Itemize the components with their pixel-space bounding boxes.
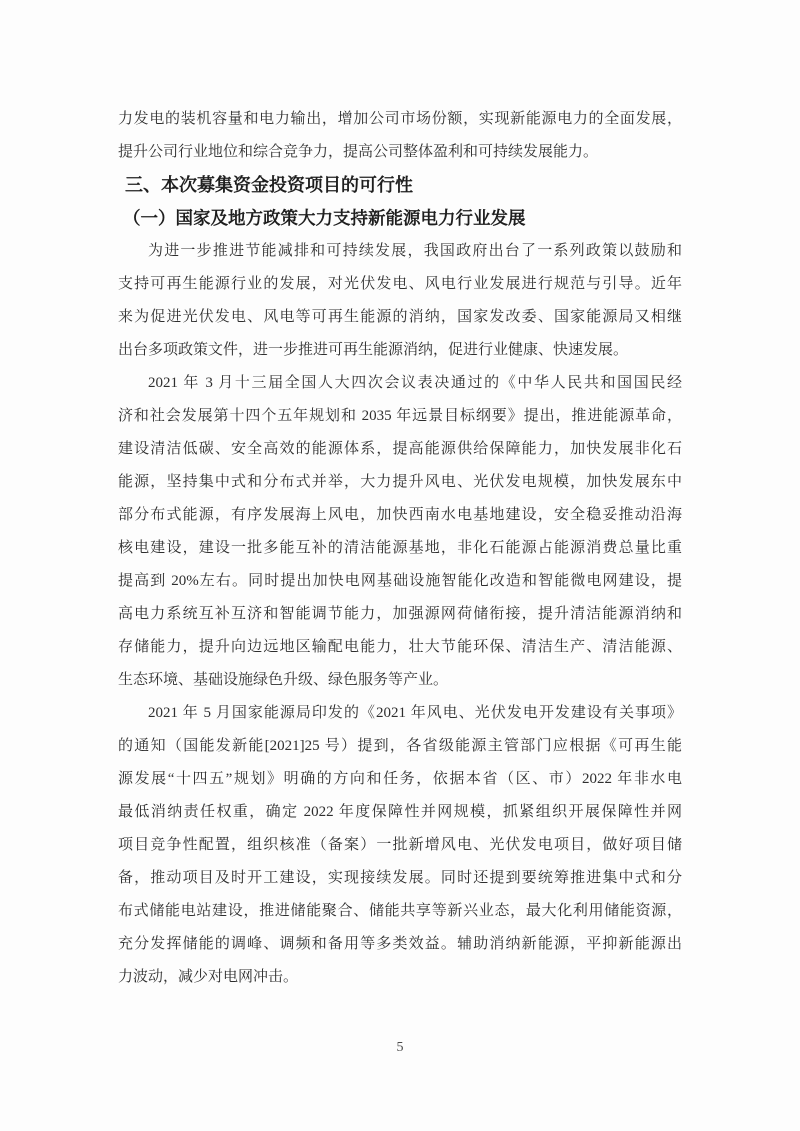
text-line: 生态环境、基础设施绿色升级、绿色服务等产业。 bbox=[118, 672, 449, 688]
text-line: 部分布式能源，有序发展海上风电，加快西南水电基地建设，安全稳妥推动沿海 bbox=[118, 507, 682, 523]
text-line: 2021 年 5 月国家能源局印发的《2021 年风电、光伏发电开发建设有关事项》 bbox=[148, 705, 682, 721]
text-line: 存储能力，提升向边远地区输配电能力，壮大节能环保、清洁生产、清洁能源、 bbox=[118, 639, 682, 655]
text-line: 最低消纳责任权重，确定 2022 年度保障性并网规模，抓紧组织开展保障性并网 bbox=[118, 804, 682, 820]
heading-line: 三、本次募集资金投资项目的可行性 bbox=[125, 175, 413, 195]
text-line: 济和社会发展第十四个五年规划和 2035 年远景目标纲要》提出，推进能源革命， bbox=[118, 408, 682, 424]
page-number: 5 bbox=[396, 1040, 404, 1055]
subsection-heading bbox=[118, 202, 682, 235]
text-line: 2021 年 3 月十三届全国人大四次会议表决通过的《中华人民共和国国民经 bbox=[148, 375, 682, 391]
text-line: 为进一步推进节能减排和可持续发展，我国政府出台了一系列政策以鼓励和 bbox=[148, 243, 682, 259]
paragraph bbox=[118, 235, 682, 367]
text-line: 来为促进光伏发电、风电等可再生能源的消纳，国家发改委、国家能源局又相继 bbox=[118, 309, 682, 325]
text-line: 项目竞争性配置，组织核准（备案）一批新增风电、光伏发电项目，做好项目储 bbox=[118, 837, 682, 853]
heading-line: （一）国家及地方政策大力支持新能源电力行业发展 bbox=[123, 208, 526, 228]
text-line: 布式储能电站建设，推进储能聚合、储能共享等新兴业态，最大化利用储能资源， bbox=[118, 903, 682, 919]
text-line: 提高到 20%左右。同时提出加快电网基础设施智能化改造和智能微电网建设，提 bbox=[118, 573, 682, 589]
text-line: 能源，坚持集中式和分布式并举，大力提升风电、光伏发电规模，加快发展东中 bbox=[118, 474, 682, 490]
text-line: 提升公司行业地位和综合竞争力，提高公司整体盈利和可持续发展能力。 bbox=[118, 144, 599, 160]
text-line: 的通知（国能发新能[2021]25 号）提到，各省级能源主管部门应根据《可再生能 bbox=[118, 738, 682, 754]
document-body bbox=[118, 103, 682, 994]
text-line: 充分发挥储能的调峰、调频和备用等多类效益。辅助消纳新能源，平抑新能源出 bbox=[118, 936, 682, 952]
paragraph bbox=[118, 103, 682, 169]
paragraph bbox=[118, 367, 682, 697]
text-line: 源发展“十四五”规划》明确的方向和任务，依据本省（区、市）2022 年非水电 bbox=[118, 771, 682, 787]
text-line: 高电力系统互补互济和智能调节能力，加强源网荷储衔接，提升清洁能源消纳和 bbox=[118, 606, 682, 622]
text-line: 建设清洁低碳、安全高效的能源体系，提高能源供给保障能力，加快发展非化石 bbox=[118, 441, 682, 457]
text-line: 核电建设，建设一批多能互补的清洁能源基地，非化石能源占能源消费总量比重 bbox=[118, 540, 682, 556]
paragraph bbox=[118, 697, 682, 994]
text-line: 力波动，减少对电网冲击。 bbox=[118, 969, 299, 985]
text-line: 支持可再生能源行业的发展，对光伏发电、风电行业发展进行规范与引导。近年 bbox=[118, 276, 682, 292]
text-line: 力发电的装机容量和电力输出，增加公司市场份额，实现新能源电力的全面发展， bbox=[118, 111, 682, 127]
text-line: 备，推动项目及时开工建设，实现接续发展。同时还提到要统筹推进集中式和分 bbox=[118, 870, 682, 886]
text-line: 出台多项政策文件，进一步推进可再生能源消纳，促进行业健康、快速发展。 bbox=[118, 342, 629, 358]
section-heading bbox=[118, 169, 682, 202]
